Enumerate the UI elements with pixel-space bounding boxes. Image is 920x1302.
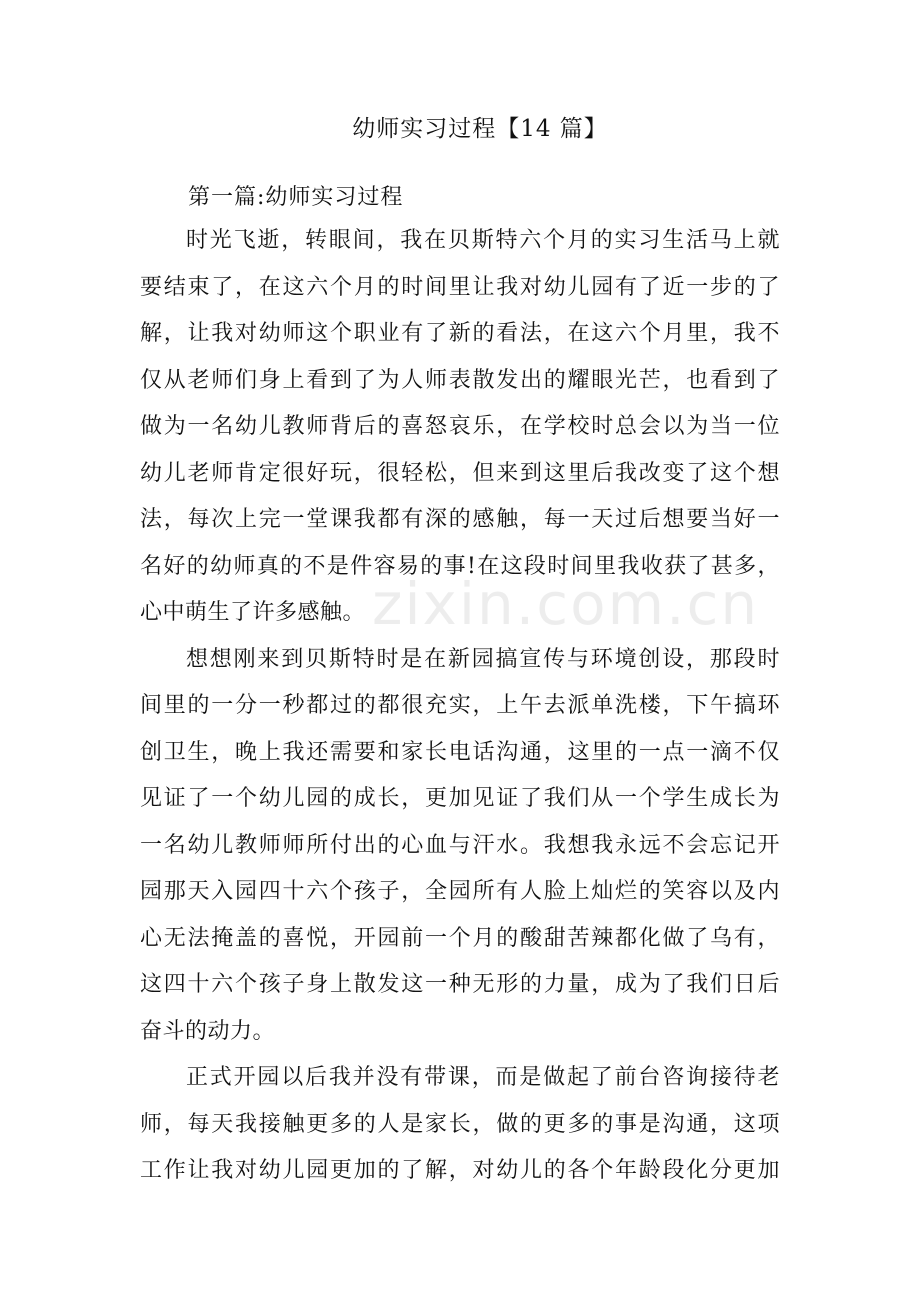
paragraph [140, 1055, 780, 1195]
text-line: 见证了一个幼儿园的成长，更加见证了我们从一个学生成长为 [140, 786, 780, 811]
text-line: 心中萌生了许多感触。 [140, 600, 366, 625]
text-line: 仅从老师们身上看到了为人师表散发出的耀眼光芒，也看到了 [140, 367, 780, 393]
text-line: 这四十六个孩子身上散发这一种无形的力量，成为了我们日后 [140, 972, 780, 997]
text-line: 心无法掩盖的喜悦，开园前一个月的酸甜苦辣都化做了乌有， [140, 925, 780, 951]
text-line: 时光飞逝，转眼间，我在贝斯特六个月的实习生活马上就 [186, 228, 780, 253]
text-line: 要结束了，在这六个月的时间里让我对幼儿园有了近一步的了 [140, 274, 780, 300]
text-line: 师，每天我接触更多的人是家长，做的更多的事是沟通，这项 [140, 1111, 780, 1137]
text-line: 幼儿老师肯定很好玩，很轻松，但来到这里后我改变了这个想 [140, 460, 780, 486]
section-heading: 第一篇:幼师实习过程 [188, 185, 404, 210]
text-line: 间里的一分一秒都过的都很充实，上午去派单洗楼，下午搞环 [140, 693, 780, 718]
text-line: 园那天入园四十六个孩子，全园所有人脸上灿烂的笑容以及内 [140, 879, 780, 904]
document-title: 幼师实习过程【14 篇】 [352, 116, 608, 142]
paragraph [140, 218, 780, 637]
text-line: 创卫生，晚上我还需要和家长电话沟通，这里的一点一滴不仅 [140, 739, 780, 765]
text-line: 一名幼儿教师师所付出的心血与汗水。我想我永远不会忘记开 [140, 832, 780, 858]
text-line: 奋斗的动力。 [140, 1018, 276, 1044]
text-line: 法，每次上完一堂课我都有深的感触，每一天过后想要当好一 [140, 507, 780, 532]
text-line: 正式开园以后我并没有带课，而是做起了前台咨询接待老 [186, 1065, 780, 1090]
body-text [140, 218, 780, 1195]
text-line: 做为一名幼儿教师背后的喜怒哀乐，在学校时总会以为当一位 [140, 414, 780, 439]
text-line: 工作让我对幼儿园更加的了解，对幼儿的各个年龄段化分更加 [140, 1158, 780, 1183]
paragraph [140, 637, 780, 1056]
text-line: 想想刚来到贝斯特时是在新园搞宣传与环境创设，那段时 [186, 646, 780, 672]
watermark: zixin.com.cn [372, 570, 760, 638]
text-line: 名好的幼师真的不是件容易的事!在这段时间里我收获了甚多， [140, 553, 780, 579]
text-line: 解，让我对幼师这个职业有了新的看法，在这六个月里，我不 [140, 321, 780, 346]
